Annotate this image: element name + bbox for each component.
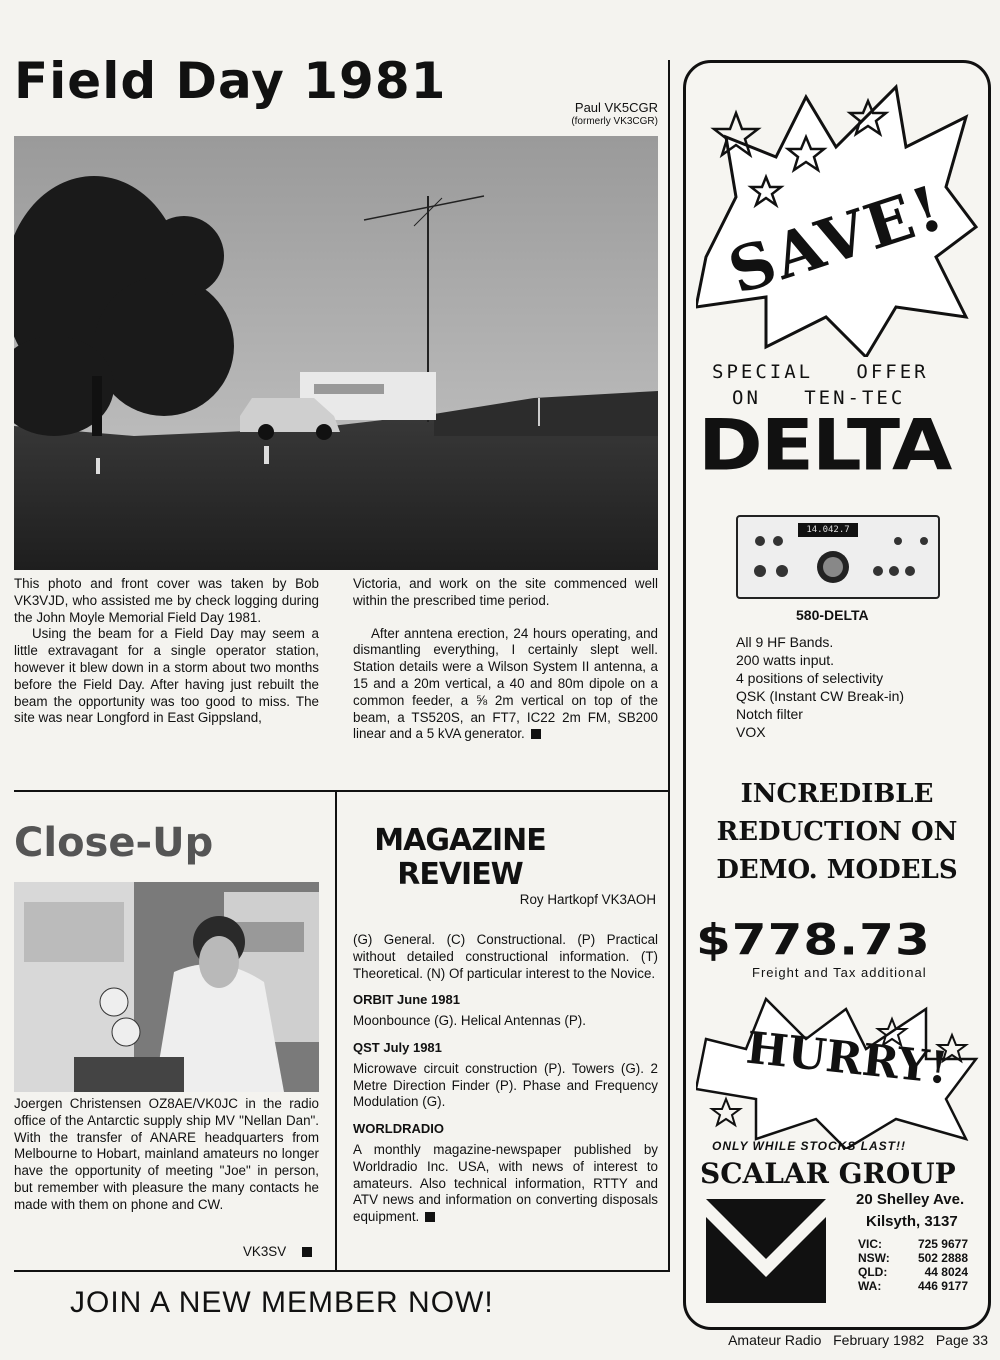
freight-note: Freight and Tax additional: [752, 965, 927, 980]
phone-row: [858, 1251, 968, 1265]
section-divider: [14, 790, 670, 792]
company-name: SCALAR GROUP: [700, 1157, 956, 1190]
closeup-credit: VK3SV: [243, 1244, 287, 1259]
phone-state: WA:: [858, 1279, 882, 1293]
review-body: [353, 932, 658, 1226]
phone-row: [858, 1279, 968, 1293]
phone-state: NSW:: [858, 1251, 890, 1265]
radio-image: [736, 515, 940, 599]
article-column-1: [14, 576, 319, 727]
price: $778.73: [696, 915, 931, 965]
article-paragraph: Using the beam for a Field Day may seem a little extravagant for a single operator station, however it blew down in a storm about two months before the Field Day. After having just rebuilt the beam the opportunity was too good to miss. The site was near Longford in East Gippsland,: [14, 626, 319, 726]
end-mark-icon: [302, 1247, 312, 1257]
column-divider: [335, 790, 337, 1270]
article-paragraph: After anntena erection, 24 hours operating, and dismantling everything, I certainly slept well. Station details were a Wilson System II antenna, a 15 and a 20m vertical, a 40 and 80m dipole on a common feeder, a ⅝ 2m vertical on top of the beam, a TS520S, an FT7, IC22 2m FM, SB200 linear and a 5 kVA generator.: [353, 625, 658, 742]
phone-row: [858, 1265, 968, 1279]
closeup-photo-graphic: [14, 882, 319, 1092]
phone-number: 44 8024: [924, 1265, 968, 1279]
phone-list: [858, 1237, 968, 1293]
reduction-line: REDUCTION ON: [716, 817, 958, 847]
page-footer: Amateur Radio February 1982 Page 33: [728, 1332, 988, 1348]
address-line: Kilsyth, 3137: [866, 1213, 958, 1230]
review-section-text: Moonbounce (G). Helical Antennas (P).: [353, 1013, 586, 1029]
delta-logo: DELTA: [698, 405, 951, 487]
phone-state: QLD:: [858, 1265, 888, 1279]
feature-item: QSK (Instant CW Break-in): [736, 688, 905, 704]
field-day-photo: [14, 136, 658, 570]
author-byline: Paul VK5CGR: [574, 100, 658, 115]
join-banner: JOIN A NEW MEMBER NOW!: [70, 1286, 494, 1319]
radio-display: 14.042.7: [798, 523, 858, 537]
scalar-logo-icon: [706, 1199, 826, 1303]
end-mark-icon: [425, 1212, 435, 1222]
review-section-heading: QST July 1981: [353, 1039, 442, 1055]
column-divider: [668, 60, 670, 1270]
phone-state: VIC:: [858, 1237, 882, 1251]
reduction-line: INCREDIBLE: [740, 779, 934, 809]
scalar-advertisement: [683, 60, 991, 1330]
feature-item: 200 watts input.: [736, 652, 835, 668]
article-paragraph: This photo and front cover was taken by Bob VK3VJD, who assisted me by check logging during the John Moyle Memorial Field Day 1981.: [14, 576, 319, 625]
phone-row: [858, 1237, 968, 1251]
phone-number: 502 2888: [917, 1251, 968, 1265]
closeup-photo: [14, 882, 319, 1092]
closeup-title: Close-Up: [14, 820, 214, 866]
article-paragraph: Victoria, and work on the site commenced well within the prescribed time period.: [353, 576, 658, 608]
radio-controls-icon: [738, 517, 938, 597]
review-author: Roy Hartkopf VK3AOH: [519, 892, 656, 907]
review-section-text: Microwave circuit construction (P). Towers (G). 2 Metre Direction Finder (P). Phase and Frequency Modulation (G).: [353, 1060, 658, 1110]
address-line: 20 Shelley Ave.: [856, 1191, 965, 1208]
hurry-heading: HURRY!: [743, 1022, 951, 1095]
article-title: Field Day 1981: [14, 52, 447, 110]
closeup-credit-line: [243, 1244, 312, 1259]
review-title-line: REVIEW: [397, 857, 523, 892]
review-section-heading: WORLDRADIO: [353, 1121, 444, 1137]
feature-item: VOX: [736, 724, 766, 740]
feature-item: 4 positions of selectivity: [736, 670, 884, 686]
review-section-text: A monthly magazine-newspaper published by Worldradio Inc. USA, with news of interest to amateurs. Also technical information, RTTY and ATV news and information on converting disposals equipment.: [353, 1141, 658, 1225]
offer-line: SPECIAL OFFER: [712, 361, 929, 383]
save-heading: SAVE!: [720, 170, 953, 309]
field-day-photo-graphic: [14, 136, 658, 570]
reduction-block: [686, 775, 988, 889]
review-legend: (G) General. (C) Constructional. (P) Practical without detailed constructional information. (T) Theoretical. (N) Of particular interest to the Novice.: [353, 932, 658, 981]
feature-item: All 9 HF Bands.: [736, 634, 834, 650]
review-section-heading: ORBIT June 1981: [353, 992, 460, 1008]
model-name: 580-DELTA: [796, 607, 869, 623]
offer-line: ON TEN-TEC: [732, 387, 906, 409]
feature-list: [736, 633, 904, 741]
reduction-line: DEMO. MODELS: [716, 855, 958, 885]
review-title-line: MAGAZINE: [374, 823, 546, 858]
phone-number: 725 9677: [917, 1237, 968, 1251]
feature-item: Notch filter: [736, 706, 803, 722]
stocks-note: ONLY WHILE STOCKS LAST!!: [712, 1139, 906, 1153]
review-title-block: [360, 824, 560, 892]
closeup-caption-block: [14, 1096, 319, 1214]
closeup-caption: Joergen Christensen OZ8AE/VK0JC in the radio office of the Antarctic supply ship MV "Nellan Dan". With the transfer of ANARE headquarters from Melbourne to Hobart, mainland amateurs no longer have the opportunity of meeting "Joe" in person, but remember with pleasure the many contacts he made with them on phone and CW.: [14, 1096, 319, 1212]
section-divider: [14, 1270, 670, 1272]
phone-number: 446 9177: [917, 1279, 968, 1293]
author-note: (formerly VK3CGR): [571, 116, 658, 127]
end-mark-icon: [531, 729, 541, 739]
article-column-2: [353, 576, 658, 743]
